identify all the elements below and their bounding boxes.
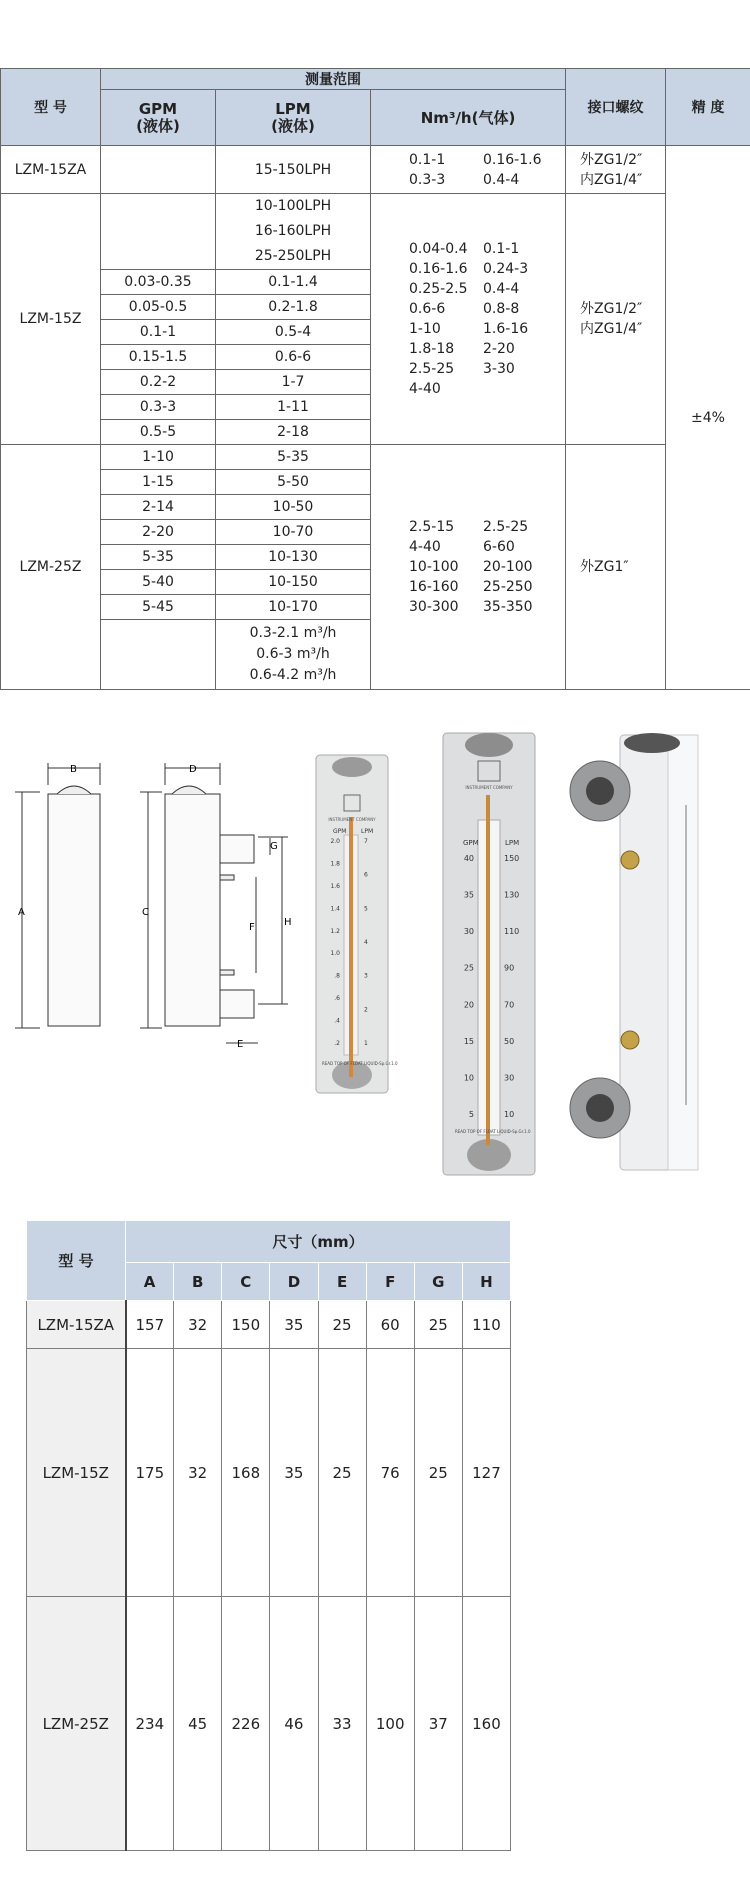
dim-value-cell: 25: [414, 1301, 462, 1349]
dim-column-header: H: [462, 1263, 510, 1301]
gpm-tick-label: 5: [468, 1110, 474, 1119]
dim-value-cell: 46: [270, 1597, 318, 1851]
lpm-cell: 10-170: [216, 595, 371, 620]
gpm-tick-label: 1.8: [330, 860, 340, 868]
gas-range-value: 0.1-1: [483, 241, 520, 257]
lpm-tick-label: 70: [504, 1000, 515, 1010]
gpm-tick-label: 1.6: [330, 882, 340, 890]
thread-cell: [566, 194, 666, 445]
gas-range-value: 0.25-2.5: [409, 281, 468, 297]
gas-range-value: 0.1-1: [409, 151, 446, 168]
gas-range-value: 10-100: [409, 559, 459, 575]
gpm-cell: 2-14: [101, 495, 216, 520]
dim-value-cell: 160: [462, 1597, 510, 1851]
dim-value-cell: 157: [126, 1301, 174, 1349]
gas-range-value: 0.8-8: [483, 301, 520, 317]
dim-column-header: A: [126, 1263, 174, 1301]
lpm-cell: 5-35: [216, 445, 371, 470]
dimension-table: [26, 1220, 511, 1851]
dim-label-a: A: [18, 907, 25, 918]
gas-range-value: 6-60: [483, 539, 515, 555]
gas-range-value: 2.5-15: [409, 519, 455, 535]
gas-range-value: 1.8-18: [409, 341, 455, 357]
gauge-small-note: READ TOP OF FLOAT LIQUID-Sp.Gr.1.0: [322, 1061, 398, 1066]
lpm-tick-label: 5: [364, 905, 368, 913]
gauge-large-gpm-label: GPM: [463, 839, 479, 847]
header-lpm: LPM (液体): [216, 90, 371, 146]
dim-label-d: D: [189, 764, 197, 775]
gpm-cell: [101, 146, 216, 194]
lpm-cell: [216, 620, 371, 690]
m3h-value: 0.3-2.1 m³/h: [249, 625, 337, 641]
thread-value: 内ZG1/4″: [580, 321, 643, 337]
dim-value-cell: 32: [174, 1349, 222, 1597]
gauge-large-note: READ TOP OF FLOAT LIQUID-Sp.Gr.1.0: [455, 1129, 531, 1134]
gas-range-value: 0.4-4: [483, 281, 520, 297]
gpm-tick-label: 25: [463, 963, 474, 973]
dim-value-cell: 110: [462, 1301, 510, 1349]
gpm-tick-label: 1.4: [330, 905, 340, 913]
gauge-large-lpm-label: LPM: [505, 839, 520, 847]
header-thread: 接口螺纹: [566, 69, 666, 146]
dim-column-header: G: [414, 1263, 462, 1301]
dim-value-cell: 25: [414, 1349, 462, 1597]
dim-value-cell: 168: [222, 1349, 270, 1597]
header-model: 型 号: [1, 69, 101, 146]
lpm-tick-label: 150: [504, 854, 520, 863]
dim-column-header: E: [318, 1263, 366, 1301]
gas-range-value: 1-10: [409, 321, 441, 337]
dim-value-cell: 35: [270, 1301, 318, 1349]
gas-range-cell: [371, 445, 566, 690]
gpm-tick-label: 1.2: [330, 927, 340, 935]
gas-range-value: 2.5-25: [409, 361, 455, 377]
gpm-tick-label: 20: [463, 1000, 474, 1010]
dim-value-cell: 226: [222, 1597, 270, 1851]
lpm-tick-label: 2: [364, 1006, 368, 1014]
gas-range-value: 4-40: [409, 539, 441, 555]
dim-model-cell: LZM-25Z: [27, 1597, 126, 1851]
gauge-small-lpm-label: LPM: [361, 828, 374, 835]
lpm-tick-label: 10: [504, 1110, 515, 1119]
gpm-tick-label: .8: [334, 972, 340, 980]
thread-value: 外ZG1/2″: [580, 301, 643, 317]
gpm-tick-label: .4: [334, 1017, 340, 1025]
lph-value: 10-100LPH: [254, 198, 332, 214]
model-cell: LZM-15Z: [1, 194, 101, 445]
gpm-cell: 0.05-0.5: [101, 295, 216, 320]
header-measuring-range: 测量范围: [101, 69, 566, 90]
gpm-tick-label: 35: [463, 890, 474, 900]
dim-label-f: F: [249, 922, 255, 933]
dim-value-cell: 37: [414, 1597, 462, 1851]
gpm-cell: [101, 620, 216, 690]
dim-label-g: G: [270, 841, 278, 852]
dim-value-cell: 45: [174, 1597, 222, 1851]
gas-range-value: 25-250: [483, 579, 533, 595]
lpm-cell: 15-150LPH: [216, 146, 371, 194]
gpm-tick-label: 2.0: [330, 838, 340, 845]
gas-range-cell: [371, 194, 566, 445]
lpm-cell: 0.6-6: [216, 345, 371, 370]
dim-value-cell: 76: [366, 1349, 414, 1597]
lph-value: 25-250LPH: [254, 248, 332, 264]
dim-value-cell: 60: [366, 1301, 414, 1349]
gas-range-value: [483, 379, 557, 399]
lpm-cell: 10-50: [216, 495, 371, 520]
gas-range-value: 20-100: [483, 559, 533, 575]
lpm-cell: 1-11: [216, 395, 371, 420]
dim-value-cell: 25: [318, 1349, 366, 1597]
gas-range-value: 35-350: [483, 599, 533, 615]
gpm-tick-label: 10: [463, 1073, 474, 1083]
gas-range-value: 2.5-25: [483, 519, 529, 535]
gauge-small-brand: INSTRUMENT COMPANY: [328, 817, 376, 822]
lpm-cell: 0.2-1.8: [216, 295, 371, 320]
lpm-cell: [216, 194, 371, 270]
dim-column-header: D: [270, 1263, 318, 1301]
lpm-tick-label: 1: [364, 1040, 368, 1047]
gas-range-value: 0.16-1.6: [483, 151, 542, 168]
header-gpm: GPM (液体): [101, 90, 216, 146]
lph-value: 16-160LPH: [254, 223, 332, 239]
gpm-cell: 0.15-1.5: [101, 345, 216, 370]
dim-value-cell: 33: [318, 1597, 366, 1851]
gpm-cell: 0.03-0.35: [101, 270, 216, 295]
gpm-tick-label: .2: [334, 1040, 340, 1047]
header-accuracy: 精 度: [666, 69, 750, 146]
m3h-value: 0.6-4.2 m³/h: [249, 667, 337, 683]
flowmeter-photo-large: [443, 733, 535, 1175]
dimension-drawing-front: [15, 763, 100, 1028]
lpm-tick-label: 3: [364, 972, 368, 980]
flowmeter-photo-small: [316, 755, 388, 1093]
lpm-tick-label: 130: [504, 890, 520, 900]
gpm-cell: 5-45: [101, 595, 216, 620]
product-drawings: [0, 725, 750, 1180]
gas-range-value: 0.16-1.6: [409, 261, 468, 277]
dim-column-header: C: [222, 1263, 270, 1301]
gas-range-cell: [371, 146, 566, 194]
dim-header-size: 尺寸（mm）: [126, 1221, 511, 1263]
gpm-cell: 5-35: [101, 545, 216, 570]
lpm-cell: 2-18: [216, 420, 371, 445]
gpm-tick-label: 15: [463, 1036, 474, 1046]
gas-range-value: 0.3-3: [409, 171, 446, 188]
dim-value-cell: 150: [222, 1301, 270, 1349]
lpm-cell: 5-50: [216, 470, 371, 495]
dim-value-cell: 234: [126, 1597, 174, 1851]
header-gas: Nm³/h(气体): [371, 90, 566, 146]
lpm-tick-label: 6: [364, 871, 368, 879]
gpm-cell: 0.3-3: [101, 395, 216, 420]
gas-range-value: 3-30: [483, 361, 515, 377]
gpm-tick-label: .6: [334, 995, 340, 1003]
lpm-tick-label: 110: [504, 927, 520, 937]
dim-value-cell: 127: [462, 1349, 510, 1597]
lpm-cell: 10-130: [216, 545, 371, 570]
spec-table: [0, 68, 750, 690]
gpm-cell: 1-15: [101, 470, 216, 495]
thread-value: 内ZG1/4″: [580, 171, 643, 188]
gpm-tick-label: 30: [463, 927, 474, 937]
gpm-cell: 1-10: [101, 445, 216, 470]
gas-range-value: 30-300: [409, 599, 459, 615]
lpm-cell: 0.1-1.4: [216, 270, 371, 295]
gas-range-value: 0.04-0.4: [409, 241, 468, 257]
dim-label-b: B: [70, 764, 77, 775]
thread-cell: [566, 146, 666, 194]
dimension-drawing-side: [140, 763, 288, 1043]
dim-header-model: 型 号: [27, 1221, 126, 1301]
dim-value-cell: 25: [318, 1301, 366, 1349]
accuracy-cell: ±4%: [666, 146, 750, 690]
lpm-tick-label: 7: [364, 838, 368, 845]
dim-value-cell: 35: [270, 1349, 318, 1597]
dim-model-cell: LZM-15ZA: [27, 1301, 126, 1349]
model-cell: LZM-25Z: [1, 445, 101, 690]
gas-range-value: 4-40: [409, 381, 441, 397]
gas-range-value: 0.4-4: [483, 171, 520, 188]
gauge-large-brand: INSTRUMENT COMPANY: [465, 785, 513, 790]
gas-range-value: 0.24-3: [483, 261, 529, 277]
lpm-cell: 10-150: [216, 570, 371, 595]
flowmeter-photo-side: [570, 733, 698, 1170]
gauge-small-gpm-label: GPM: [333, 828, 347, 835]
dim-value-cell: 100: [366, 1597, 414, 1851]
m3h-value: 0.6-3 m³/h: [256, 646, 330, 662]
dim-value-cell: 32: [174, 1301, 222, 1349]
thread-value: 外ZG1″: [580, 559, 629, 575]
gpm-cell: 5-40: [101, 570, 216, 595]
dim-value-cell: 175: [126, 1349, 174, 1597]
dim-model-cell: LZM-15Z: [27, 1349, 126, 1597]
lpm-cell: 1-7: [216, 370, 371, 395]
lpm-tick-label: 4: [364, 939, 368, 946]
dim-column-header: B: [174, 1263, 222, 1301]
dim-column-header: F: [366, 1263, 414, 1301]
dim-label-e: E: [237, 1039, 244, 1050]
gpm-tick-label: 1.0: [330, 950, 340, 958]
thread-cell: [566, 445, 666, 690]
gpm-tick-label: 40: [463, 854, 474, 863]
gpm-cell: 0.2-2: [101, 370, 216, 395]
gas-range-value: 0.6-6: [409, 301, 446, 317]
lpm-cell: 0.5-4: [216, 320, 371, 345]
gpm-cell: 2-20: [101, 520, 216, 545]
gpm-cell: 0.1-1: [101, 320, 216, 345]
lpm-tick-label: 50: [504, 1036, 515, 1046]
lpm-tick-label: 90: [504, 963, 515, 973]
gas-range-value: 16-160: [409, 579, 459, 595]
gas-range-value: 2-20: [483, 341, 515, 357]
dim-label-h: H: [284, 917, 292, 928]
dim-label-c: C: [142, 907, 149, 918]
model-cell: LZM-15ZA: [1, 146, 101, 194]
lpm-tick-label: 30: [504, 1073, 515, 1083]
thread-value: 外ZG1/2″: [580, 151, 643, 168]
gpm-cell: [101, 194, 216, 270]
gpm-cell: 0.5-5: [101, 420, 216, 445]
lpm-cell: 10-70: [216, 520, 371, 545]
gas-range-value: 1.6-16: [483, 321, 529, 337]
